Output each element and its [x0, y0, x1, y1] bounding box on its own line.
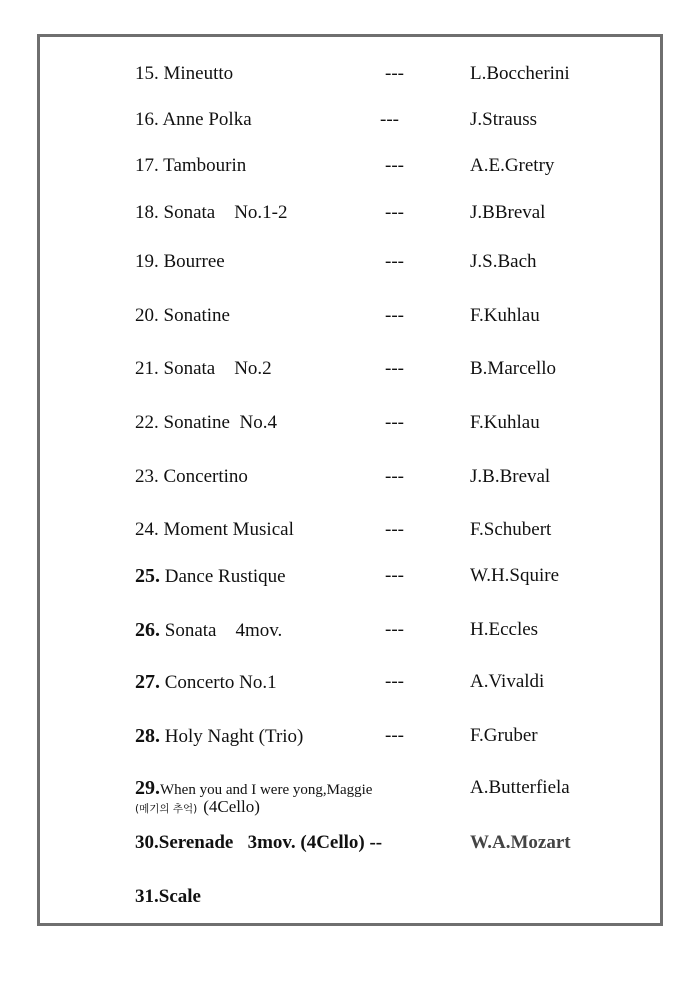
- list-item: [40, 63, 660, 93]
- separator-dash: ---: [385, 63, 404, 84]
- separator-dash: ---: [385, 412, 404, 433]
- separator-dash: ---: [385, 619, 404, 640]
- piece-title: 30.Serenade 3mov. (4Cello) --: [135, 832, 383, 853]
- piece-title: 20. Sonatine: [135, 305, 230, 326]
- page-frame: [37, 34, 663, 926]
- piece-title: 21. Sonata No.2: [135, 358, 272, 379]
- piece-title: 16. Anne Polka: [135, 109, 252, 130]
- separator-dash: ---: [385, 251, 404, 272]
- list-item: [40, 466, 660, 496]
- separator-dash: ---: [385, 202, 404, 223]
- list-item: [40, 725, 660, 755]
- composer-name: J.S.Bach: [470, 251, 537, 272]
- composer-name: J.B.Breval: [470, 466, 551, 487]
- piece-title: 15. Mineutto: [135, 63, 234, 84]
- list-item: [40, 777, 660, 821]
- list-item: [40, 109, 660, 139]
- composer-name: F.Gruber: [470, 725, 538, 746]
- composer-name: H.Eccles: [470, 619, 539, 640]
- separator-dash: ---: [385, 519, 404, 540]
- list-item: [40, 305, 660, 335]
- piece-title: 29.When you and I were yong,Maggie: [135, 777, 373, 799]
- composer-name: F.Schubert: [470, 519, 552, 540]
- list-item: [40, 519, 660, 549]
- separator-dash: ---: [385, 565, 404, 586]
- list-item: [40, 619, 660, 649]
- piece-title: 17. Tambourin: [135, 155, 247, 176]
- piece-title: 25. Dance Rustique: [135, 565, 286, 587]
- composer-name: W.H.Squire: [470, 565, 560, 586]
- list-item: [40, 412, 660, 442]
- separator-dash: ---: [385, 155, 404, 176]
- separator-dash: ---: [385, 725, 404, 746]
- composer-name: F.Kuhlau: [470, 412, 540, 433]
- list-item: [40, 358, 660, 388]
- composer-name: B.Marcello: [470, 358, 557, 379]
- list-item: [40, 671, 660, 701]
- composer-name: J.BBreval: [470, 202, 546, 223]
- composer-name: A.Butterfiela: [470, 777, 570, 798]
- piece-title: 28. Holy Naght (Trio): [135, 725, 304, 747]
- piece-subtitle: (메기의 추억) (4Cello): [135, 797, 260, 816]
- list-item: [40, 565, 660, 595]
- separator-dash: ---: [380, 109, 399, 130]
- piece-title: 26. Sonata 4mov.: [135, 619, 283, 641]
- separator-dash: ---: [385, 358, 404, 379]
- composer-name: A.Vivaldi: [470, 671, 545, 692]
- list-item: [40, 886, 660, 916]
- composer-name: L.Boccherini: [470, 63, 570, 84]
- list-item: [40, 202, 660, 232]
- list-item: [40, 251, 660, 281]
- piece-title: 22. Sonatine No.4: [135, 412, 277, 433]
- piece-title: 23. Concertino: [135, 466, 248, 487]
- composer-name: A.E.Gretry: [470, 155, 555, 176]
- separator-dash: ---: [385, 305, 404, 326]
- piece-title: 19. Bourree: [135, 251, 225, 272]
- piece-title: 31.Scale: [135, 886, 201, 907]
- composer-name: J.Strauss: [470, 109, 538, 130]
- piece-title: 27. Concerto No.1: [135, 671, 277, 693]
- list-item: [40, 155, 660, 185]
- list-item: [40, 832, 660, 862]
- composer-name: F.Kuhlau: [470, 305, 540, 326]
- composer-name: W.A.Mozart: [470, 832, 571, 853]
- separator-dash: ---: [385, 466, 404, 487]
- piece-title: 18. Sonata No.1-2: [135, 202, 288, 223]
- piece-title: 24. Moment Musical: [135, 519, 294, 540]
- separator-dash: ---: [385, 671, 404, 692]
